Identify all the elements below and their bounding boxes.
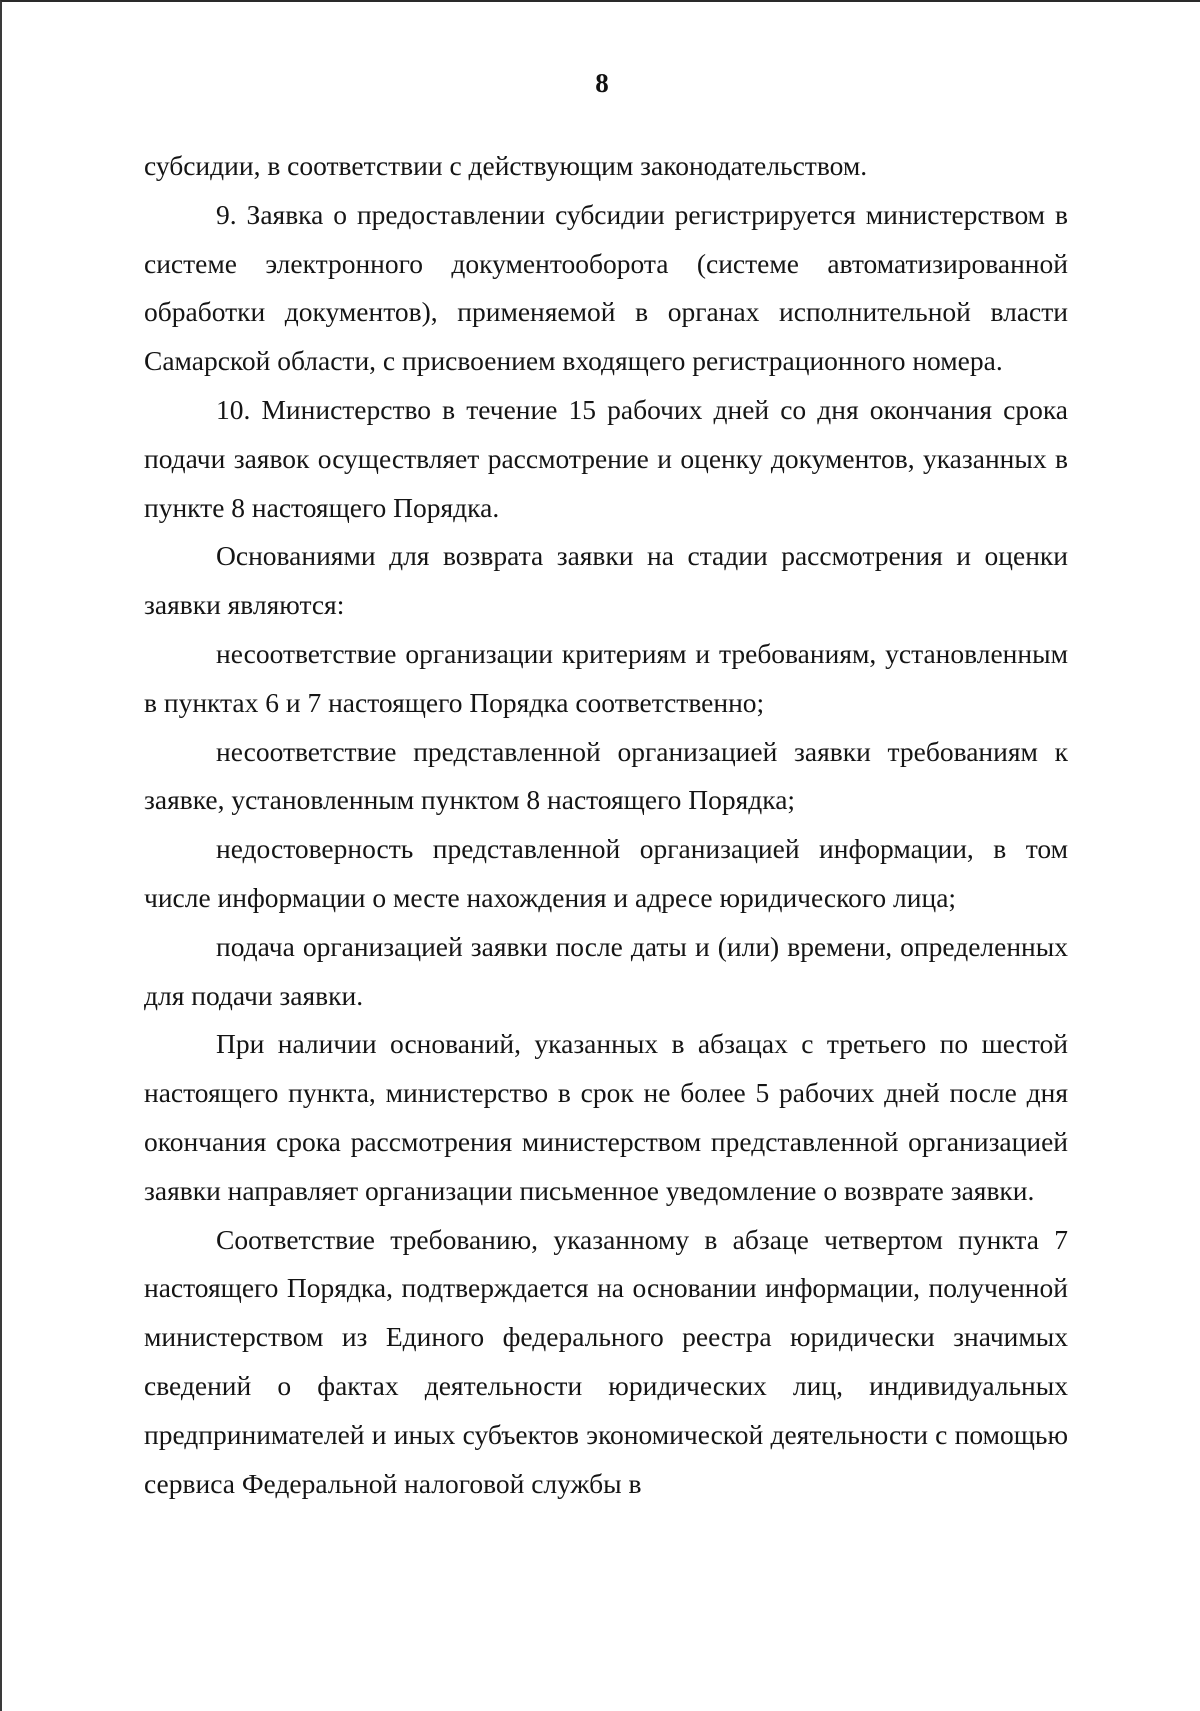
paragraph-return-notice: При наличии оснований, указанных в абзацах с третьего по шестой настоящего пункта, министерство в срок не более 5 рабочих дней после дня окончания срока рассмотрения министерством представленной организацией заявки направляет организации письменное уведомление о возврате заявки. xyxy=(144,1028,1068,1206)
paragraph-item-9: 9. Заявка о предоставлении субсидии регистрируется министерством в системе электронного документооборота (системе автоматизированной обработки документов), применяемой в органах исполнительной власти Самарской области, с присвоением входящего регистрационного номера. xyxy=(144,198,1068,377)
paragraph-item-10: 10. Министерство в течение 15 рабочих дней со дня окончания срока подачи заявок осуществляет рассмотрение и оценку документов, указанных в пункте 8 настоящего Порядка. xyxy=(144,393,1068,523)
paragraph-ground-late-submission: подача организацией заявки после даты и (или) времени, определенных для подачи заявки. xyxy=(144,930,1068,1011)
paragraph-ground-unreliable-info: недостоверность представленной организацией информации, в том числе информации о месте нахождения и адресе юридического лица; xyxy=(144,833,1068,913)
page-number: 8 xyxy=(595,68,609,98)
paragraph-ground-criteria: несоответствие организации критериям и требованиям, установленным в пунктах 6 и 7 настоящего Порядка соответственно; xyxy=(144,637,1068,718)
document-body xyxy=(144,142,1068,1508)
paragraph-ground-requirements: несоответствие представленной организацией заявки требованиям к заявке, установленным пунктом 8 настоящего Порядка; xyxy=(144,735,1068,816)
paragraph-subsidy-continuation: субсидии, в соответствии с действующим законодательством. xyxy=(144,150,868,181)
paragraph-requirement-confirmation: Соответствие требованию, указанному в абзаце четвертом пункта 7 настоящего Порядка, подтверждается на основании информации, полученной министерством из Единого федерального реестра юридически значимых сведений о фактах деятельности юридических лиц, индивидуальных предпринимателей и иных субъектов экономической деятельности с помощью сервиса Федеральной налоговой службы в xyxy=(144,1223,1068,1499)
paragraph-return-grounds: Основаниями для возврата заявки на стадии рассмотрения и оценки заявки являются: xyxy=(144,540,1068,621)
